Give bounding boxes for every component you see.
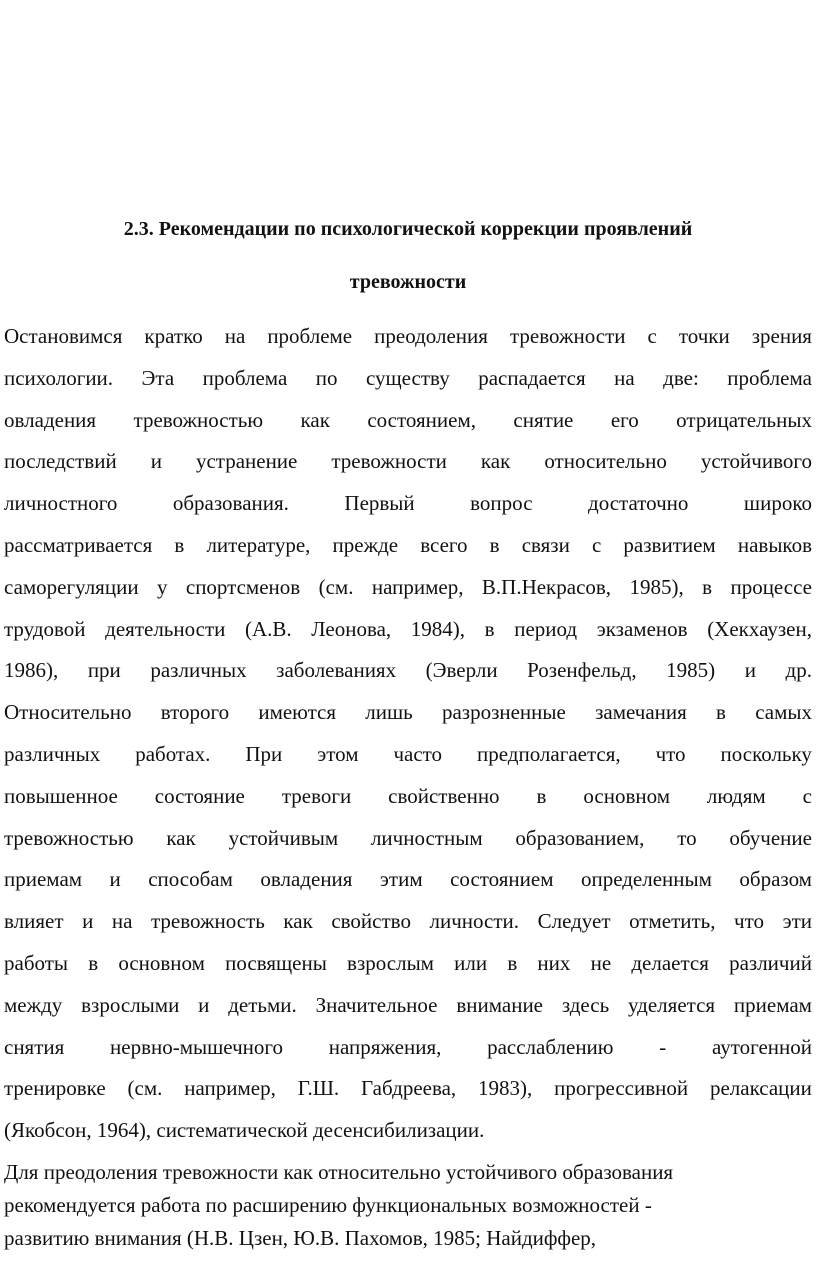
text-line: саморегуляции у спортсменов (см. например, В.П.Некрасов, 1985), в процессе: [4, 574, 812, 599]
text-line: трудовой деятельности (А.В. Леонова, 1984), в период экзаменов (Хекхаузен,: [4, 616, 812, 641]
text-line: 1986), при различных заболеваниях (Эверли Розенфельд, 1985) и др.: [4, 658, 812, 683]
text-line: развитию внимания (Н.В. Цзен, Ю.В. Пахомов, 1985; Найдиффер,: [4, 1226, 597, 1250]
text-line: последствий и устранение тревожности как относительно устойчивого: [4, 449, 812, 474]
text-line: различных работах. При этом часто предполагается, что поскольку: [4, 741, 812, 766]
text-line: личностного образования. Первый вопрос достаточно широко: [4, 491, 812, 516]
text-line: овладения тревожностью как состоянием, снятие его отрицательных: [4, 407, 812, 432]
section-heading: 2.3. Рекомендации по психологической коррекции проявлений: [123, 218, 693, 240]
text-line: Относительно второго имеются лишь разрозненные замечания в самых: [4, 700, 812, 725]
text-line: Остановимся кратко на проблеме преодоления тревожности с точки зрения: [4, 324, 812, 348]
text-line: психологии. Эта проблема по существу распадается на две: проблема: [4, 365, 812, 390]
text-line: рекомендуется работа по расширению функциональных возможностей -: [4, 1193, 652, 1217]
text-line: приемам и способам овладения этим состоянием определенным образом: [4, 867, 812, 892]
section-heading-continuation: тревожности: [349, 271, 467, 293]
text-line: тревожностью как устойчивым личностным образованием, то обучение: [4, 825, 812, 850]
body-paragraph-2: [4, 1156, 794, 1255]
text-line: снятия нервно-мышечного напряжения, расслаблению - аутогенной: [4, 1034, 812, 1059]
text-line: между взрослыми и детьми. Значительное внимание здесь уделяется приемам: [4, 992, 812, 1017]
text-line: повышенное состояние тревоги свойственно в основном людям с: [4, 783, 812, 808]
text-line: тренировке (см. например, Г.Ш. Габдреева, 1983), прогрессивной релаксации: [4, 1076, 812, 1101]
text-line: рассматривается в литературе, прежде всего в связи с развитием навыков: [4, 532, 812, 557]
text-line: работы в основном посвящены взрослым или в них не делается различий: [4, 950, 812, 975]
text-line: влияет и на тревожность как свойство личности. Следует отметить, что эти: [4, 909, 812, 934]
text-line: Для преодоления тревожности как относительно устойчивого образования: [4, 1160, 674, 1184]
body-paragraph-1: [4, 316, 812, 1152]
text-line: (Якобсон, 1964), систематической десенсибилизации.: [4, 1118, 485, 1143]
